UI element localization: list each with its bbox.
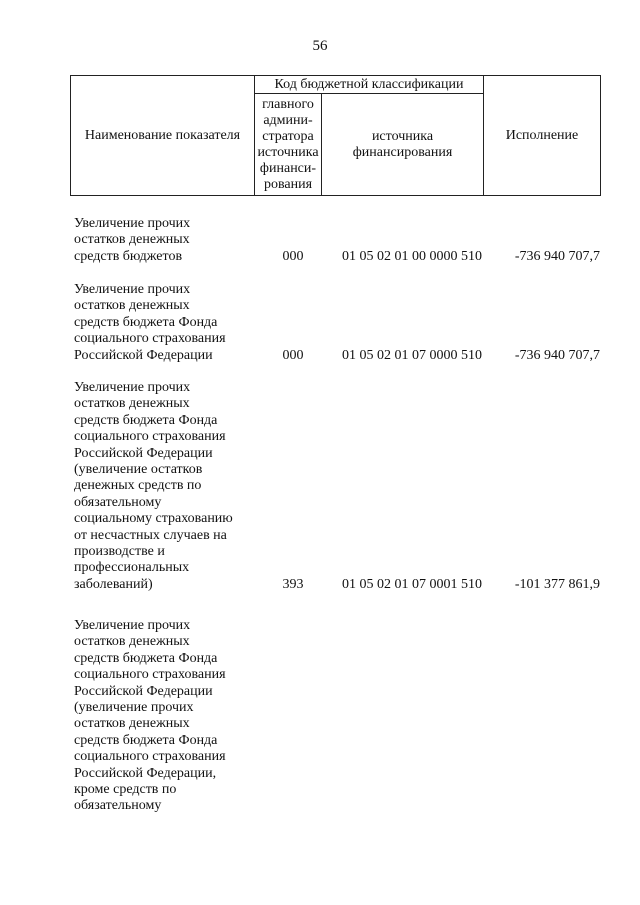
execution-value: -736 940 707,7 bbox=[514, 248, 600, 264]
execution-value: -736 940 707,7 bbox=[514, 347, 600, 363]
indicator-name: Увеличение прочих остатков денежных средств бюджета Фонда социального страхования Российской Федерации bbox=[74, 282, 226, 363]
indicator-name: Увеличение прочих остатков денежных средств бюджета Фонда социального страхования Российской Федерации (увеличение прочих остатков денежных средств бюджета Фонда социального страхования Российской Федерации, кроме средств по обязательному bbox=[74, 618, 226, 814]
indicator-name: Увеличение прочих остатков денежных средств бюджета Фонда социального страхования Российской Федерации (увеличение остатков денежных средств по обязательному социальному страхованию от несчастных случаев на производстве и профессиональных заболеваний) bbox=[74, 380, 233, 592]
header-execution-column: Исполнение bbox=[484, 76, 601, 196]
table-header bbox=[70, 75, 601, 196]
source-code: 01 05 02 01 00 0000 510 bbox=[342, 248, 482, 264]
header-name-column: Наименование показателя bbox=[71, 76, 255, 196]
admin-code: 393 bbox=[282, 576, 304, 592]
page-number: 56 bbox=[312, 38, 328, 54]
header-code-group: Код бюджетной классификации bbox=[255, 76, 484, 94]
execution-value: -101 377 861,9 bbox=[514, 576, 600, 592]
admin-code: 000 bbox=[282, 248, 304, 264]
header-source-column: источника финансирования bbox=[322, 94, 484, 196]
source-code: 01 05 02 01 07 0000 510 bbox=[342, 347, 482, 363]
source-code: 01 05 02 01 07 0001 510 bbox=[342, 576, 482, 592]
indicator-name: Увеличение прочих остатков денежных средств бюджетов bbox=[74, 216, 191, 264]
header-admin-column: главного админи- стратора источника финанси- рования bbox=[255, 94, 322, 196]
admin-code: 000 bbox=[282, 347, 304, 363]
